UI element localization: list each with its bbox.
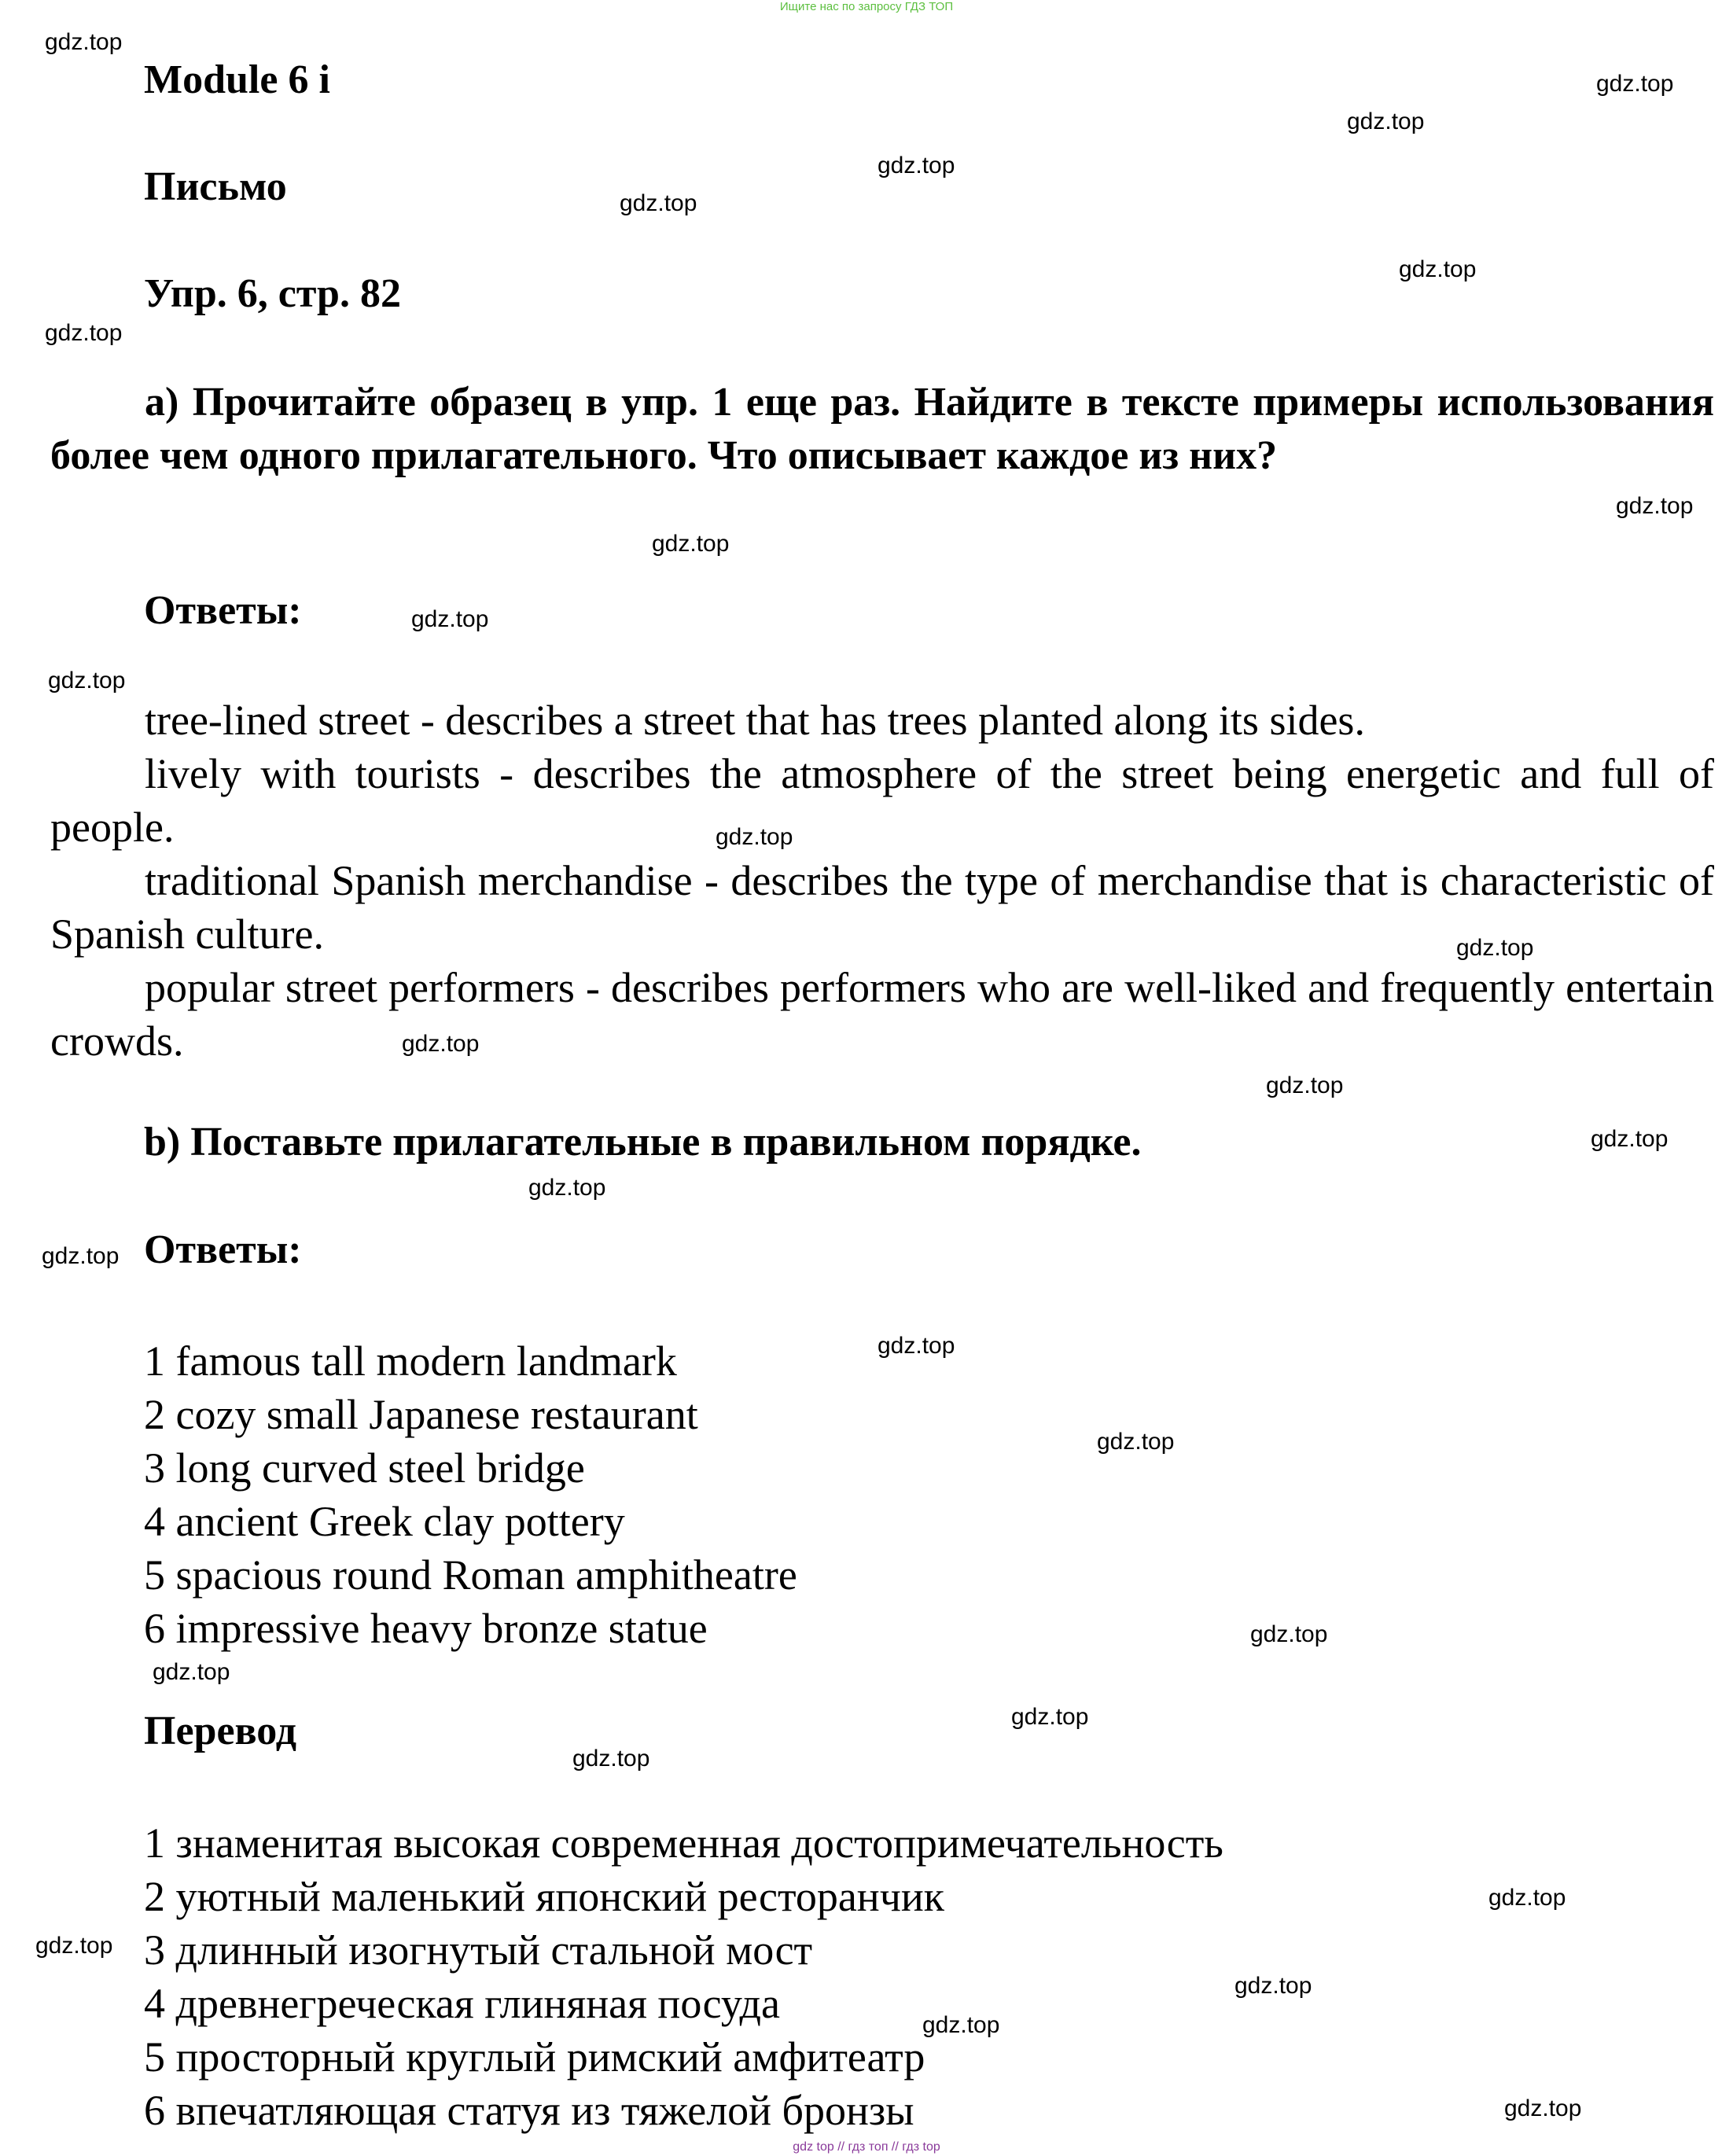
watermark: gdz.top [1488, 1885, 1566, 1911]
answers-b-list [144, 1334, 797, 1655]
answer-a-item: tree-lined street - describes a street that has trees planted along its sides. [145, 697, 1365, 744]
watermark: gdz.top [620, 190, 697, 216]
list-item: 2 cozy small Japanese restaurant [144, 1391, 698, 1438]
answer-a-item: lively with tourists - describes the atmosphere of the street being energetic and full of people. [50, 750, 1714, 851]
watermark: gdz.top [42, 1243, 120, 1269]
watermark: gdz.top [1504, 2095, 1582, 2121]
task-a: а) Прочитайте образец в упр. 1 еще раз. Найдите в тексте примеры использования более чем одного прилагательного. Что описывает каждое из них? [50, 380, 1714, 478]
watermark: gdz.top [48, 668, 126, 694]
task-b: b) Поставьте прилагательные в правильном порядке. [144, 1120, 1142, 1164]
answer-a-item: popular street performers - describes performers who are well-liked and frequently entertain crowds. [50, 964, 1714, 1065]
watermark: gdz.top [1250, 1621, 1328, 1647]
watermark: gdz.top [1097, 1429, 1175, 1455]
module-title: Module 6 i [144, 57, 330, 102]
list-item: 6 впечатляющая статуя из тяжелой бронзы [144, 2087, 914, 2134]
watermark: gdz.top [1399, 256, 1477, 282]
watermark: gdz.top [1266, 1072, 1344, 1098]
watermark: gdz.top [35, 1933, 113, 1959]
watermark: gdz.top [878, 1333, 955, 1359]
section-title: Письмо [144, 164, 287, 209]
watermark: gdz.top [652, 531, 730, 557]
translation-list [144, 1816, 1223, 2137]
watermark: gdz.top [1347, 109, 1425, 134]
watermark: gdz.top [402, 1031, 480, 1057]
list-item: 2 уютный маленький японский ресторанчик [144, 1873, 944, 1920]
list-item: 4 древнегреческая глиняная посуда [144, 1980, 780, 2027]
answers-heading-a: Ответы: [144, 588, 302, 633]
list-item: 5 просторный круглый римский амфитеатр [144, 2033, 925, 2081]
list-item: 6 impressive heavy bronze statue [144, 1605, 708, 1652]
watermark: gdz.top [572, 1746, 650, 1772]
list-item: 5 spacious round Roman amphitheatre [144, 1551, 797, 1599]
watermark: gdz.top [1616, 493, 1694, 519]
watermark: gdz.top [878, 153, 955, 178]
watermark: gdz.top [716, 824, 793, 850]
answer-a-item: traditional Spanish merchandise - describes the type of merchandise that is characteristic of Spanish culture. [50, 857, 1714, 958]
watermark: gdz.top [45, 29, 123, 55]
list-item: 3 длинный изогнутый стальной мост [144, 1926, 813, 1974]
list-item: 1 famous tall modern landmark [144, 1337, 677, 1385]
list-item: 3 long curved steel bridge [144, 1444, 585, 1492]
watermark: gdz.top [1234, 1973, 1312, 1999]
watermark: gdz.top [1456, 935, 1534, 961]
answers-heading-b: Ответы: [144, 1227, 302, 1272]
bottom-banner[interactable]: gdz top // гдз топ // гдз top [793, 2140, 940, 2154]
translation-heading: Перевод [144, 1709, 297, 1753]
top-banner[interactable]: Ищите нас по запросу ГДЗ ТОП [779, 0, 954, 13]
watermark: gdz.top [1596, 71, 1674, 97]
exercise-reference: Упр. 6, стр. 82 [144, 271, 401, 316]
list-item: 4 ancient Greek clay pottery [144, 1498, 625, 1545]
watermark: gdz.top [45, 320, 123, 346]
watermark: gdz.top [1591, 1126, 1669, 1152]
watermark: gdz.top [1011, 1704, 1089, 1730]
watermark: gdz.top [411, 606, 489, 632]
watermark: gdz.top [528, 1175, 606, 1201]
list-item: 1 знаменитая высокая современная достопримечательность [144, 1819, 1223, 1867]
watermark: gdz.top [153, 1659, 230, 1685]
watermark: gdz.top [922, 2012, 1000, 2038]
